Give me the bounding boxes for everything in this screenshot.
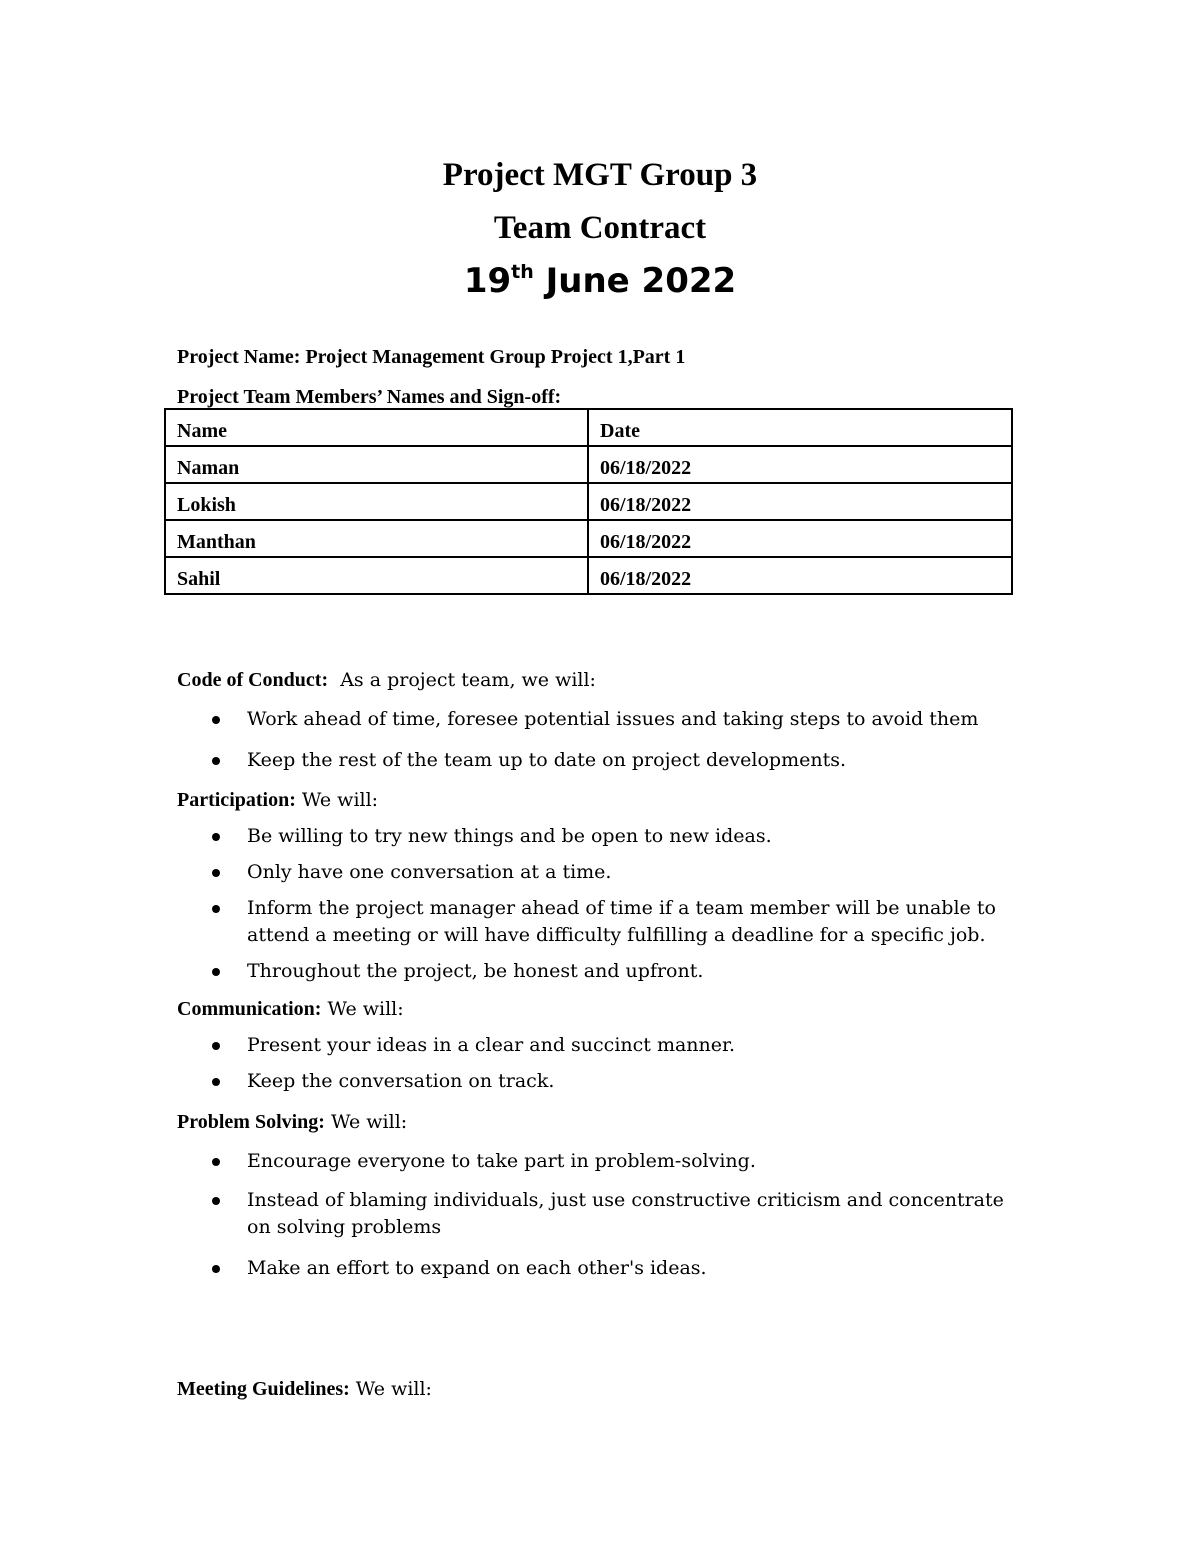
list-item: Only have one conversation at a time. [212,859,1032,886]
table-header-row [165,409,1012,446]
table-row [165,446,1012,483]
member-date: 06/18/2022 [588,446,1012,483]
date-suffix: th [511,261,534,283]
date-day: 19 [463,261,512,301]
member-name: Lokish [165,483,588,520]
bullet-icon [212,716,220,724]
meeting-guidelines-label: Meeting Guidelines: [177,1378,350,1400]
conduct-intro: As a project team, we will: [328,669,596,691]
list-item: Inform the project manager ahead of time if a team member will be unable to attend a meeting or will have difficulty fulfilling a deadline for a specific job. [212,895,1002,949]
member-name: Naman [165,446,588,483]
participation-heading [177,788,378,812]
meeting-guidelines-heading [177,1377,432,1401]
list-item: Be willing to try new things and be open to new ideas. [212,823,1032,850]
member-name: Manthan [165,520,588,557]
members-heading: Project Team Members’ Names and Sign-off: [177,386,562,408]
table-row [165,520,1012,557]
table-row [165,557,1012,594]
communication-intro: We will: [321,998,404,1020]
list-item: Work ahead of time, foresee potential issues and taking steps to avoid them [212,706,1032,733]
bullet-icon [212,968,220,976]
bullet-icon [212,1197,220,1205]
communication-heading [177,997,404,1021]
date-rest: June 2022 [533,261,737,301]
problem-solving-label: Problem Solving: [177,1111,325,1133]
member-date: 06/18/2022 [588,483,1012,520]
participation-label: Participation: [177,789,296,811]
header-date: Date [588,409,1012,446]
members-table [164,408,1013,595]
problem-solving-intro: We will: [324,1111,408,1133]
participation-intro: We will: [295,789,379,811]
meeting-guidelines-intro: We will: [349,1378,432,1400]
list-item: Instead of blaming individuals, just use constructive criticism and concentrate on solving problems [212,1187,1022,1241]
list-item: Keep the conversation on track. [212,1068,1032,1095]
member-date: 06/18/2022 [588,557,1012,594]
bullet-icon [212,905,220,913]
bullet-icon [212,833,220,841]
document-title: Project MGT Group 3 [442,157,758,193]
document-date [0,259,1200,308]
member-name: Sahil [165,557,588,594]
communication-label: Communication: [177,998,322,1020]
list-item: Make an effort to expand on each other's ideas. [212,1255,1032,1282]
list-item: Present your ideas in a clear and succinct manner. [212,1032,1032,1059]
document-subtitle: Team Contract [493,210,707,246]
conduct-heading [177,668,596,692]
problem-solving-heading [177,1110,407,1134]
bullet-icon [212,869,220,877]
member-date: 06/18/2022 [588,520,1012,557]
bullet-icon [212,757,220,765]
project-name-line: Project Name: Project Management Group Project 1,Part 1 [177,346,686,368]
list-item: Encourage everyone to take part in problem-solving. [212,1148,1032,1175]
bullet-icon [212,1265,220,1273]
bullet-icon [212,1078,220,1086]
list-item: Keep the rest of the team up to date on project developments. [212,747,1032,774]
conduct-label: Code of Conduct: [177,669,329,691]
table-row [165,483,1012,520]
bullet-icon [212,1042,220,1050]
header-name: Name [165,409,588,446]
list-item: Throughout the project, be honest and upfront. [212,958,1032,985]
bullet-icon [212,1158,220,1166]
